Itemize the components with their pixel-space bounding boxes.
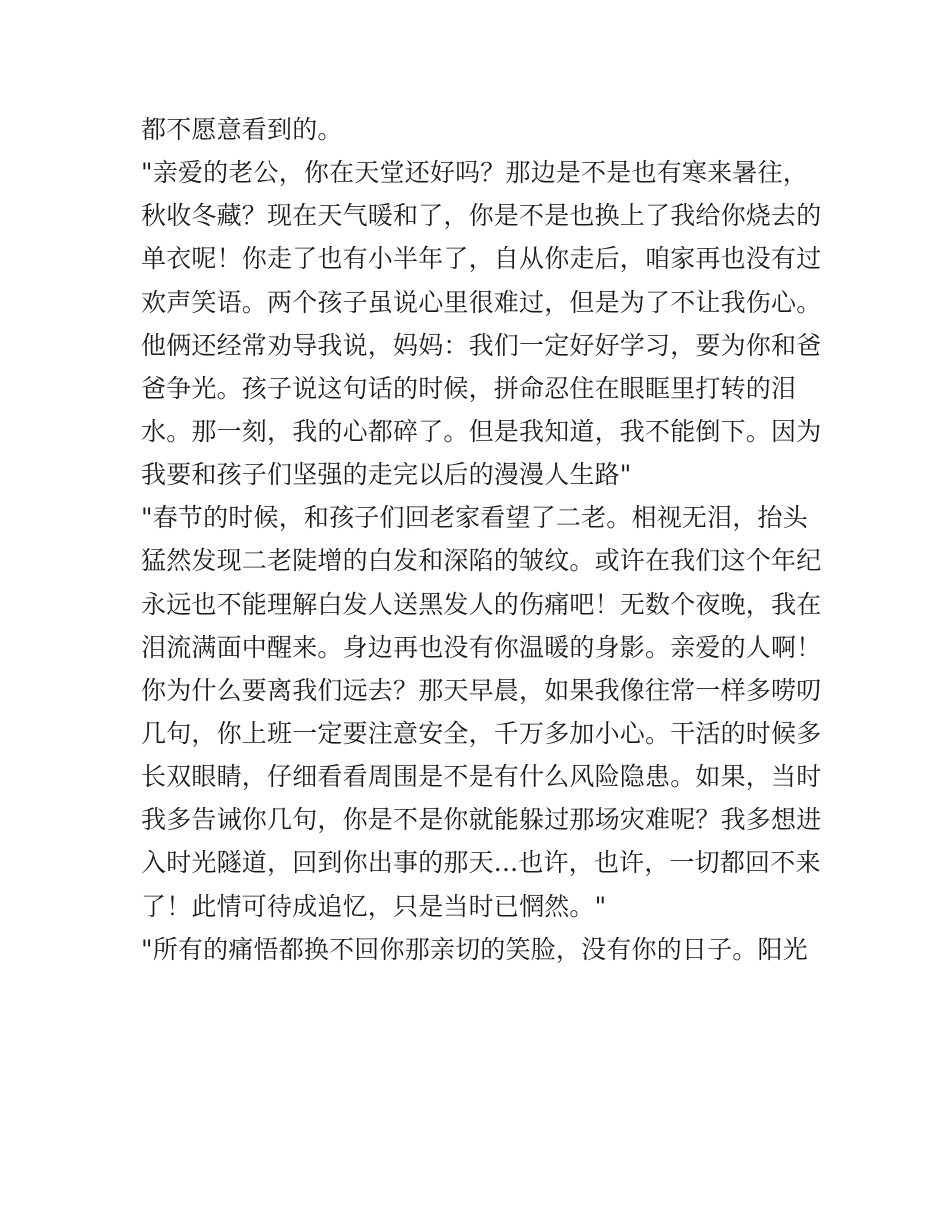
text-line: 猛然发现二老陡增的白发和深陷的皱纹。或许在我们这个年纪 — [141, 546, 822, 576]
text-line: 欢声笑语。两个孩子虽说心里很难过，但是为了不让我伤心。 — [141, 287, 822, 317]
text-line: "所有的痛悟都换不回你那亲切的笑脸，没有你的日子。阳光 — [141, 934, 808, 964]
text-line: 你为什么要离我们远去？那天早晨，如果我像往常一样多唠叨 — [141, 675, 822, 705]
body-text — [141, 108, 821, 971]
text-line: 泪流满面中醒来。身边再也没有你温暖的身影。亲爱的人啊！ — [141, 632, 822, 662]
text-line: 他俩还经常劝导我说，妈妈：我们一定好好学习，要为你和爸 — [141, 330, 822, 360]
text-line: 单衣呢！你走了也有小半年了，自从你走后，咱家再也没有过 — [141, 244, 822, 274]
text-line: 几句，你上班一定要注意安全，千万多加小心。干活的时候多 — [141, 718, 822, 748]
text-line: 长双眼睛，仔细看看周围是不是有什么风险隐患。如果，当时 — [141, 762, 822, 792]
text-line: 我多告诫你几句，你是不是你就能躲过那场灾难呢？我多想进 — [141, 805, 822, 835]
text-line: 了！此情可待成追忆，只是当时已惘然。" — [141, 891, 607, 921]
text-line: "春节的时候，和孩子们回老家看望了二老。相视无泪，抬头 — [141, 503, 808, 533]
text-line: 水。那一刻，我的心都碎了。但是我知道，我不能倒下。因为 — [141, 416, 822, 446]
text-line: 爸争光。孩子说这句话的时候，拼命忍住在眼眶里打转的泪 — [141, 373, 797, 403]
text-line: 永远也不能理解白发人送黑发人的伤痛吧！无数个夜晚，我在 — [141, 589, 822, 619]
text-line: 都不愿意看到的。 — [141, 115, 343, 144]
text-line: 入时光隧道，回到你出事的那天...也许，也许，一切都回不来 — [141, 848, 821, 878]
text-line: 我要和孩子们坚强的走完以后的漫漫人生路" — [141, 460, 632, 490]
text-line: 秋收冬藏？现在天气暖和了，你是不是也换上了我给你烧去的 — [141, 201, 822, 231]
text-line: "亲爱的老公，你在天堂还好吗？那边是不是也有寒来暑往， — [141, 158, 808, 188]
